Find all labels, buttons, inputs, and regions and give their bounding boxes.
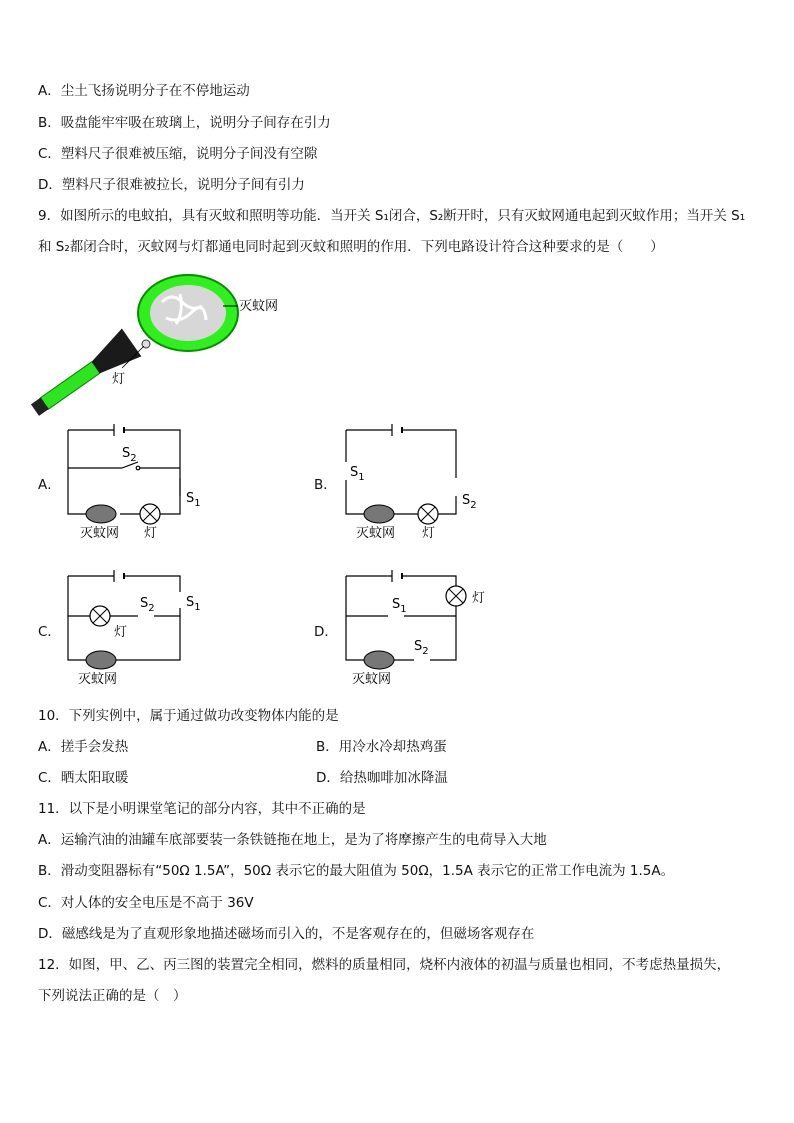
q10-option-b: B．用冷水冷却热鸡蛋 xyxy=(316,739,447,755)
q11-option-b: B．滑动变阻器标有“50Ω 1.5A”，50Ω 表示它的最大阻值为 50Ω，1.5A 表示它的正常工作电流为 1.5A。 xyxy=(38,863,675,879)
q11-option-c: C．对人体的安全电压是不高于 36V xyxy=(38,895,254,911)
circuit-b-s2: $S_2$ xyxy=(462,493,477,511)
circuit-d-s1: $S_1$ xyxy=(392,597,407,615)
circuit-a-s2: $S_2$ xyxy=(122,446,137,464)
mosquito-swatter-image xyxy=(40,272,279,407)
q8-option-c: C．塑料尺子很难被压缩，说明分子间没有空隙 xyxy=(38,146,318,162)
circuit-a xyxy=(60,418,220,548)
circuit-d-lamp-label: 灯 xyxy=(472,591,486,606)
circuit-b-net-label: 灭蚊网 xyxy=(356,526,396,541)
circuit-c-net-label: 灭蚊网 xyxy=(78,672,118,687)
q8-option-a: A．尘土飞扬说明分子在不停地运动 xyxy=(38,83,250,99)
circuit-b-s1: $S_1$ xyxy=(350,465,365,483)
q9-option-d-letter: D． xyxy=(314,624,338,640)
circuit-d xyxy=(338,566,508,696)
q10-stem: 10．下列实例中，属于通过做功改变物体内能的是 xyxy=(38,708,339,724)
q10-option-d: D．给热咖啡加冰降温 xyxy=(316,770,448,786)
circuit-d-net-label: 灭蚊网 xyxy=(352,672,392,687)
q8-option-d: D．塑料尺子很难被拉长，说明分子间有引力 xyxy=(38,177,305,193)
circuit-a-lamp-label: 灯 xyxy=(144,526,158,541)
image-label-lamp: 灯 xyxy=(112,372,126,387)
circuit-c xyxy=(60,566,220,696)
circuit-a-net-label: 灭蚊网 xyxy=(80,526,120,541)
image-label-net: 灭蚊网 xyxy=(239,299,279,314)
q9-option-c-letter: C． xyxy=(38,624,61,640)
circuit-d-s2: $S_2$ xyxy=(414,639,429,657)
circuit-c-s1: $S_1$ xyxy=(186,595,201,613)
q10-option-a: A．搓手会发热 xyxy=(38,739,129,755)
q12-stem-line2: 下列说法正确的是（ ） xyxy=(38,988,187,1004)
q12-stem-line1: 12．如图，甲、乙、丙三图的装置完全相同，燃料的质量相同，烧杯内液体的初温与质量也相同，不考虑热量损失， xyxy=(38,957,731,973)
q11-option-d: D．磁感线是为了直观形象地描述磁场而引入的，不是客观存在的，但磁场客观存在 xyxy=(38,926,535,942)
circuit-b-lamp-label: 灯 xyxy=(422,526,436,541)
q9-stem-line2: 和 S₂都闭合时，灭蚊网与灯都通电同时起到灭蚊和照明的作用．下列电路设计符合这种要求的是（ ） xyxy=(38,239,664,255)
circuit-c-lamp-label: 灯 xyxy=(114,625,128,640)
q9-stem-line1: 9．如图所示的电蚊拍，具有灭蚊和照明等功能．当开关 S₁闭合，S₂断开时，只有灭蚊网通电起到灭蚊作用；当开关 S₁ xyxy=(38,208,746,224)
q8-option-b: B．吸盘能牢牢吸在玻璃上，说明分子间存在引力 xyxy=(38,115,331,131)
circuit-a-s1: $S_1$ xyxy=(186,491,201,509)
q11-option-a: A．运输汽油的油罐车底部要装一条铁链拖在地上，是为了将摩擦产生的电荷导入大地 xyxy=(38,832,547,848)
q9-option-b-letter: B． xyxy=(314,477,337,493)
q9-option-a-letter: A． xyxy=(38,477,61,493)
circuit-c-s2: $S_2$ xyxy=(140,596,155,614)
circuit-b xyxy=(338,418,498,548)
q10-option-c: C．晒太阳取暖 xyxy=(38,770,129,786)
q11-stem: 11．以下是小明课堂笔记的部分内容，其中不正确的是 xyxy=(38,801,366,817)
